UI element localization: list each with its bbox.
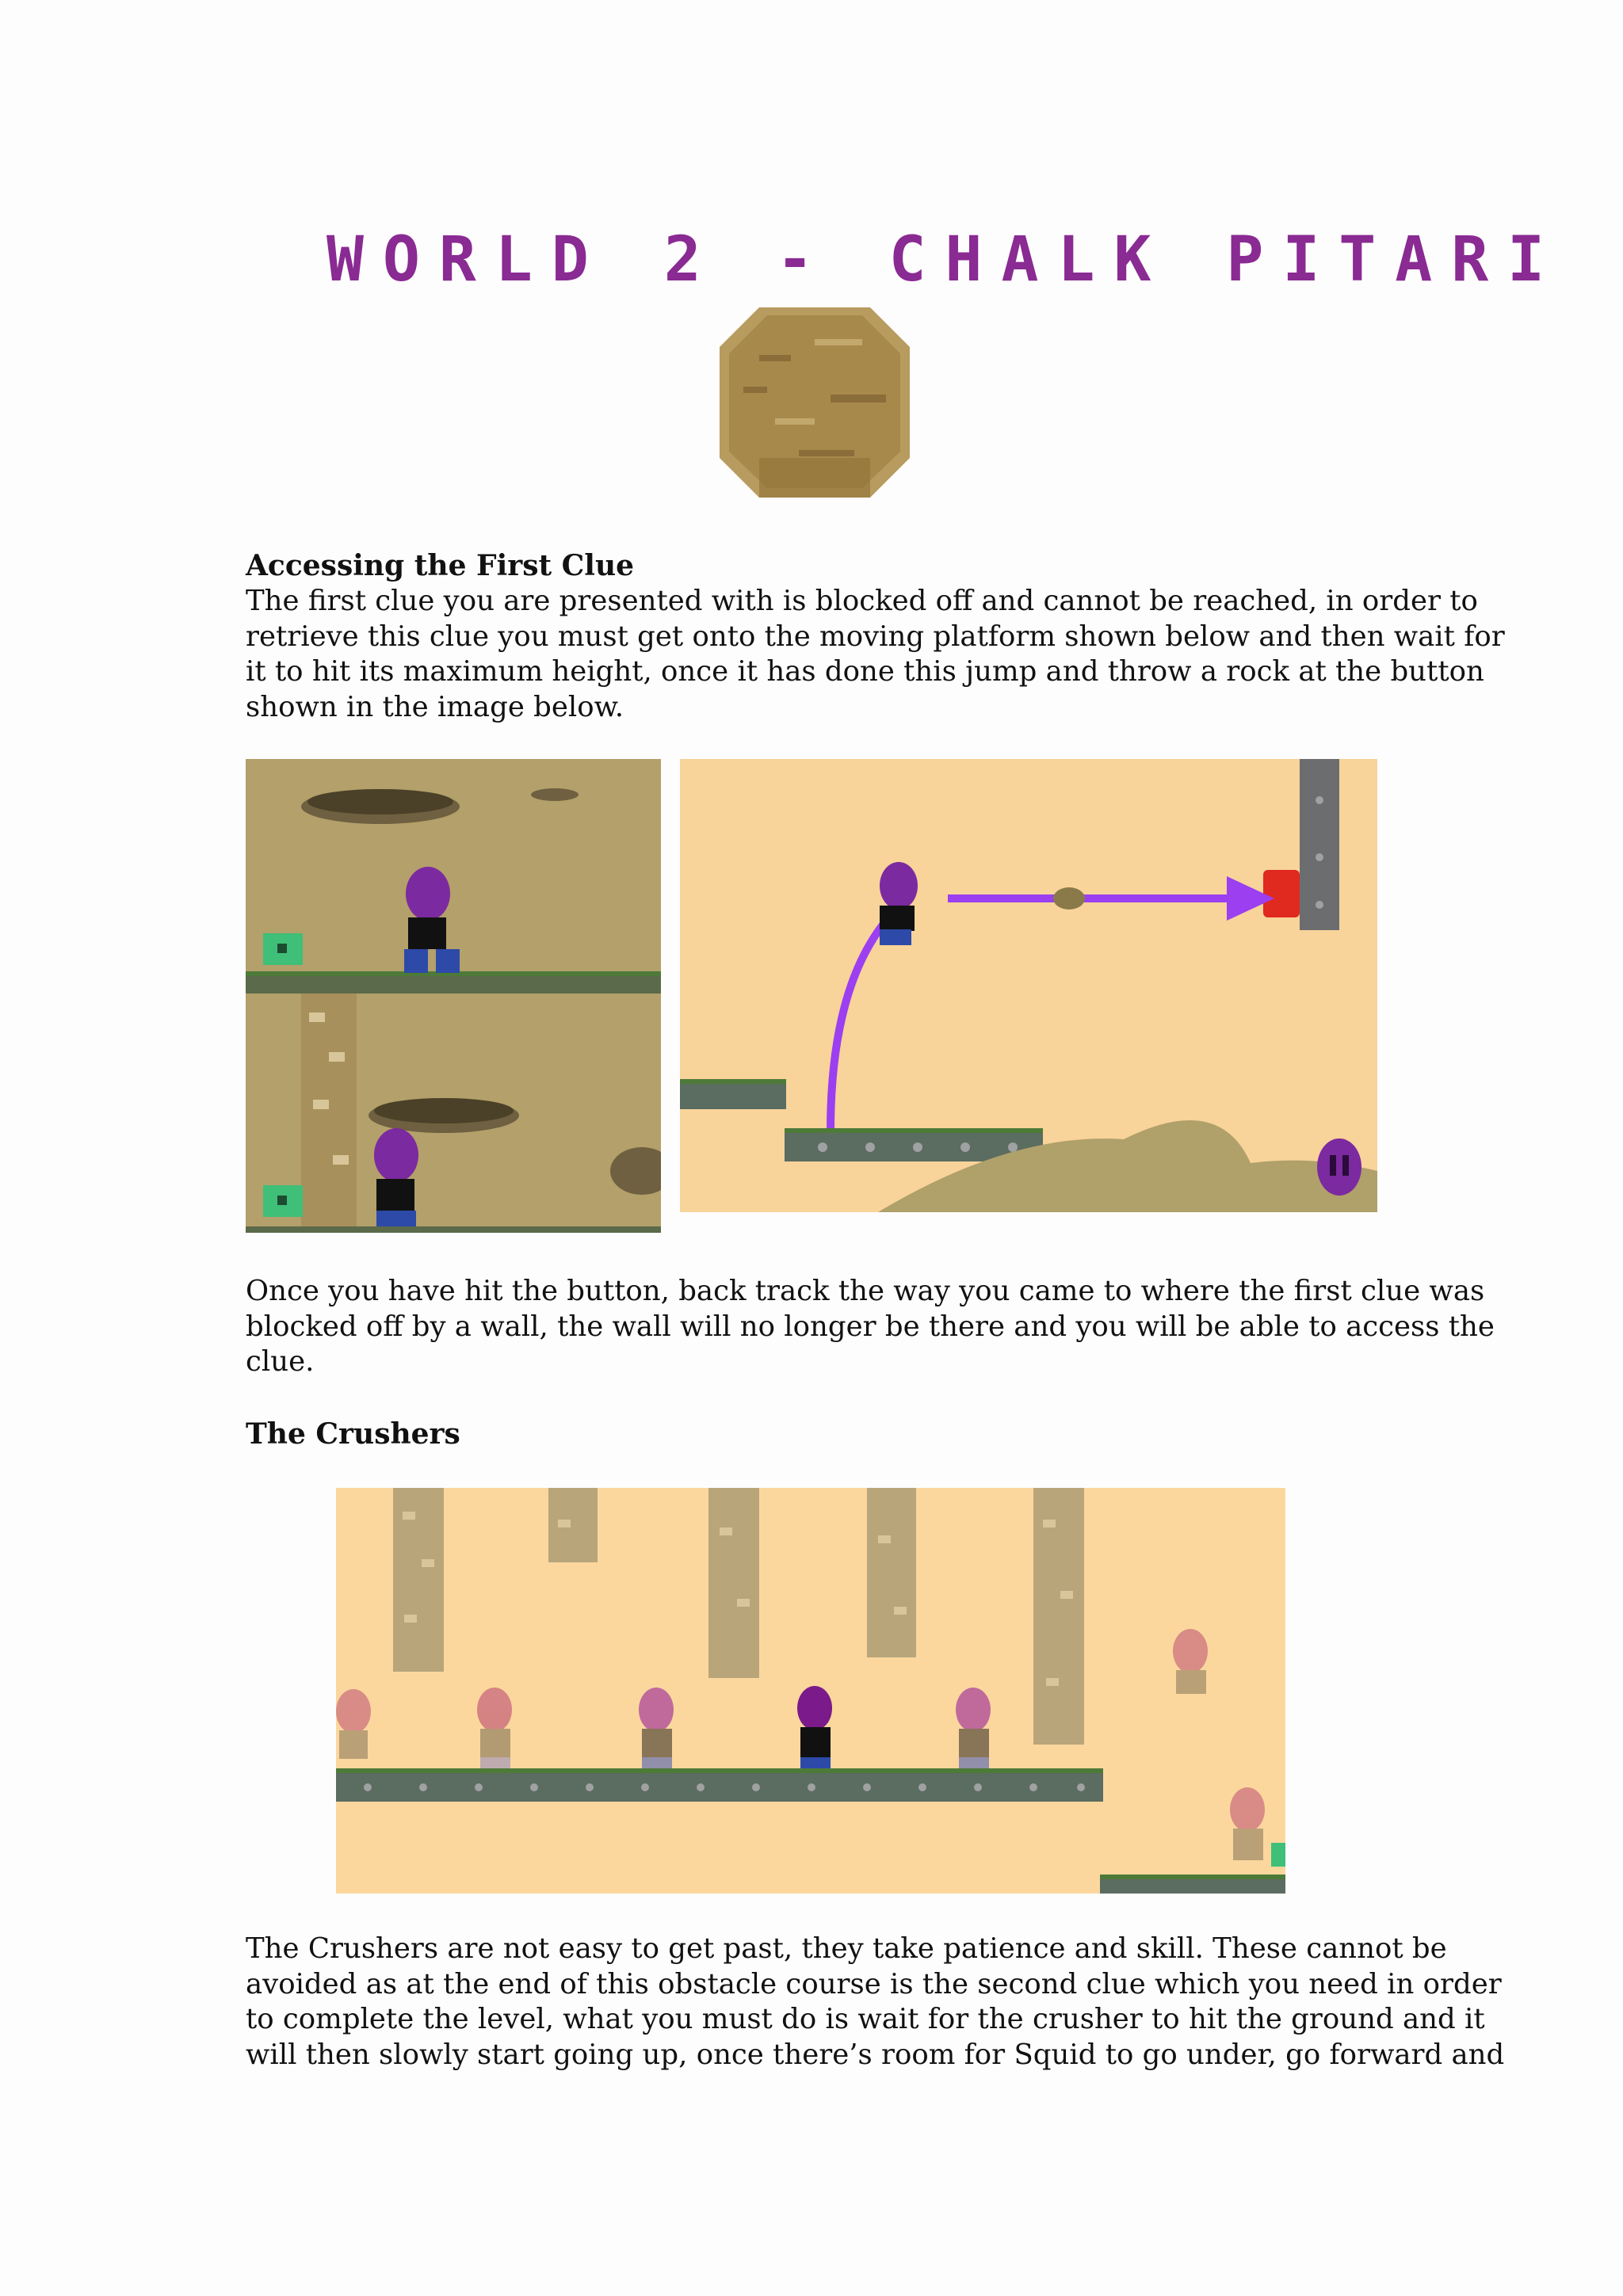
paragraph-line: Once you have hit the button, back track the way you came to where the first clue was: [246, 1275, 1485, 1307]
crushers-paragraph: [246, 1932, 1505, 2073]
chalk-boulder-icon: [712, 299, 918, 505]
paragraph-line: will then slowly start going up, once there’s room for Squid to go under, go forward and: [246, 2038, 1505, 2071]
paragraph-line: blocked off by a wall, the wall will no longer be there and you will be able to access the: [246, 1310, 1495, 1343]
first-clue-followup-paragraph: [246, 1274, 1495, 1380]
world-title: WORLD 2 - CHALK PITARI: [327, 224, 1564, 296]
pause-icon: [1317, 1138, 1361, 1196]
paragraph-line: retrieve this clue you must get onto the moving platform shown below and then wait for: [246, 620, 1505, 653]
crushers-screenshot: [336, 1488, 1285, 1894]
section-heading-crushers: The Crushers: [246, 1417, 460, 1451]
paragraph-line: avoided as at the end of this obstacle course is the second clue which you need in order: [246, 1967, 1502, 2000]
moving-platform-screenshot: [246, 759, 661, 1233]
throw-rock-screenshot: [680, 759, 1377, 1212]
paragraph-line: The first clue you are presented with is blocked off and cannot be reached, in order to: [246, 585, 1478, 617]
paragraph-line: clue.: [246, 1345, 315, 1378]
paragraph-line: to complete the level, what you must do is wait for the crusher to hit the ground and it: [246, 2003, 1485, 2035]
section-heading-first-clue: Accessing the First Clue: [246, 549, 635, 582]
paragraph-line: The Crushers are not easy to get past, they take patience and skill. These cannot be: [246, 1932, 1447, 1965]
first-clue-intro-paragraph: [246, 584, 1505, 725]
paragraph-line: shown in the image below.: [246, 690, 624, 723]
paragraph-line: it to hit its maximum height, once it has done this jump and throw a rock at the button: [246, 655, 1484, 688]
